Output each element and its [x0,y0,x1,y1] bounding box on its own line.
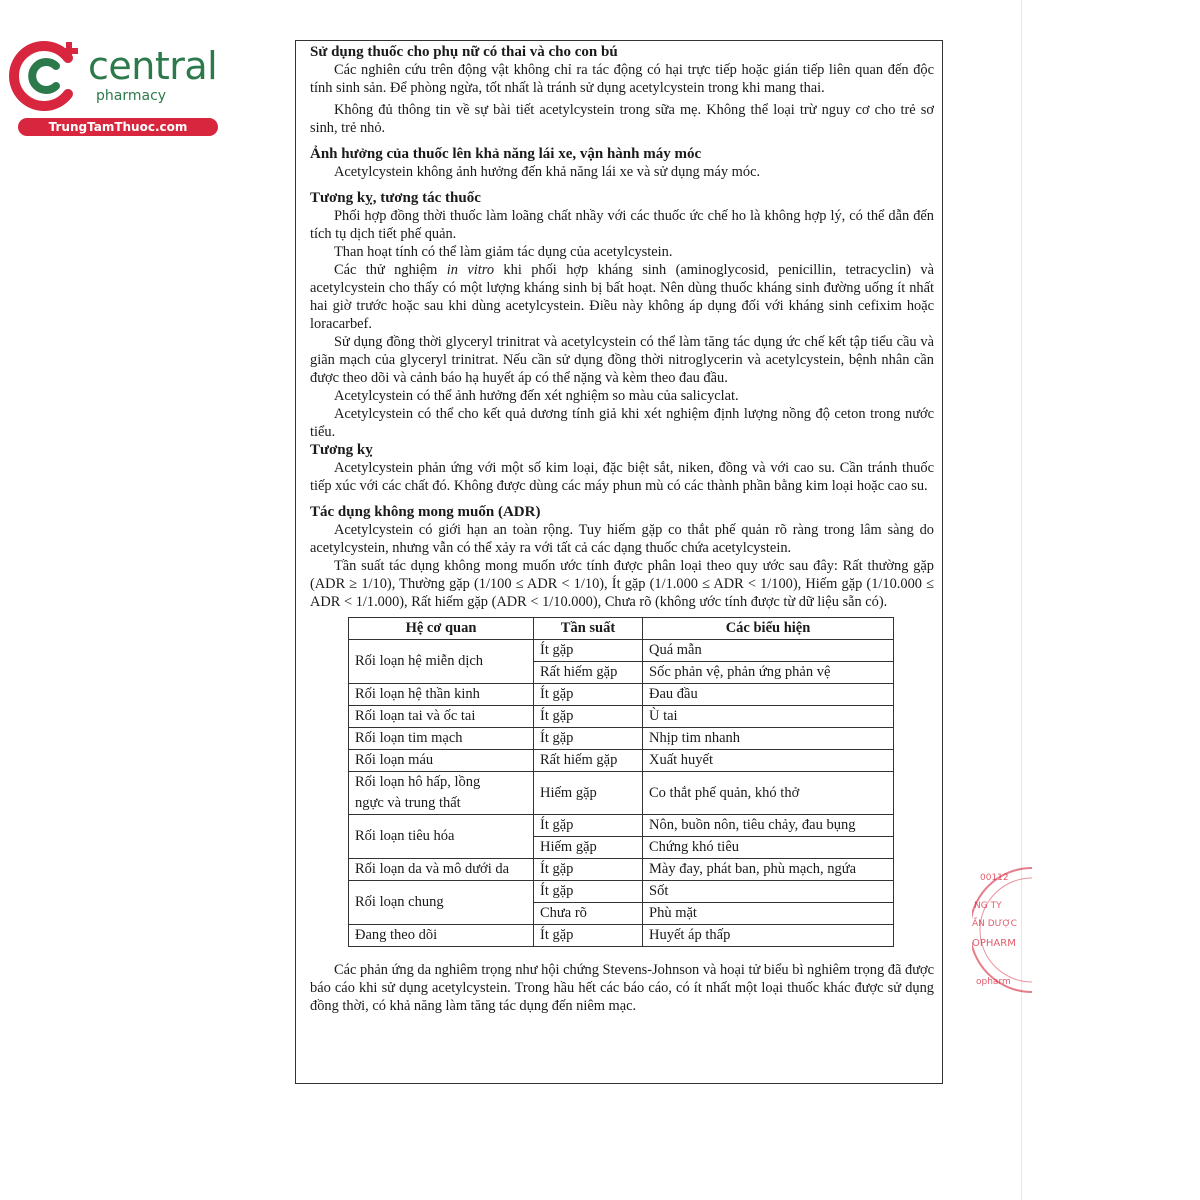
cell-manifestation: Co thắt phế quản, khó thở [643,772,894,815]
para-interactions-2: Than hoạt tính có thể làm giảm tác dụng của acetylcystein. [334,244,673,260]
cell-organ: Rối loạn tiêu hóa [349,815,534,859]
stamp-icon [972,860,1032,1000]
heading-pregnancy: Sử dụng thuốc cho phụ nữ có thai và cho con bú [310,44,618,60]
table-row [349,772,894,815]
stamp-text-3: ẦN DƯỢC [972,919,1017,929]
page-edge-line [1021,0,1022,1200]
cell-frequency: Ít gặp [534,859,643,881]
cell-frequency: Rất hiếm gặp [534,750,643,772]
logo-url[interactable]: TrungTamThuoc.com [18,118,218,136]
cell-organ: Rối loạn chung [349,881,534,925]
table-row [349,706,894,728]
cell-frequency: Ít gặp [534,881,643,903]
stamp-text-1: 00112 [980,873,1009,883]
cell-organ: Rối loạn da và mô dưới da [349,859,534,881]
table-row [349,750,894,772]
th-frequency: Tần suất [534,618,643,640]
cell-organ-line-2: ngực và trung thất [355,795,461,811]
cell-manifestation: Chứng khó tiêu [643,837,894,859]
cell-frequency: Hiếm gặp [534,772,643,815]
cell-manifestation: Nôn, buồn nôn, tiêu chảy, đau bụng [643,815,894,837]
para-interactions-3b: khi phối hợp kháng sinh (aminoglycosid, penicillin, tetracyclin) và acetylcystein cho thấy có một lượng kháng sinh bị bất hoạt. Nên dùng thuốc kháng sinh đường uống ít nhất hai giờ trước hoặc sau khi dùng acetylcystein. Điều này không áp dụng đối với kháng sinh cefixim hoặc loracarbef. [310,262,935,332]
logo-sub-text: pharmacy [96,88,167,104]
cell-organ-line-1: Rối loạn hô hấp, lồng [355,774,481,790]
table-row [349,815,894,837]
cell-organ: Rối loạn hệ thần kinh [349,684,534,706]
para-interactions-1: Phối hợp đồng thời thuốc làm loãng chất nhầy với các thuốc ức chế ho là không hợp lý, có thể dẫn đến tích tụ dịch tiết phế quản. [310,208,934,242]
cell-manifestation: Đau đầu [643,684,894,706]
cell-organ: Rối loạn tim mạch [349,728,534,750]
cell-manifestation: Xuất huyết [643,750,894,772]
para-pregnancy-1: Các nghiên cứu trên động vật không chỉ ra tác động có hại trực tiếp hoặc gián tiếp liên quan đến độc tính sinh sản. Để phòng ngừa, tốt nhất là tránh sử dụng acetylcystein trong khi mang thai. [310,62,934,96]
para-interactions-5: Acetylcystein có thể ảnh hưởng đến xét nghiệm so màu của salicyclat. [334,388,739,404]
brand-logo[interactable] [8,36,218,136]
para-incompatibility-1: Acetylcystein phản ứng với một số kim loại, đặc biệt sắt, niken, đồng và với cao su. Cần tránh thuốc tiếp xúc với các chất đó. Không được dùng các máy phun mù có các thành phần bằng kim loại hoặc cao su. [310,460,934,494]
table-row [349,640,894,662]
stamp-text-5: opharm [976,977,1011,987]
cell-frequency: Ít gặp [534,728,643,750]
para-adr-2: Tần suất tác dụng không mong muốn ước tính được phân loại theo quy ước sau đây: Rất thường gặp (ADR ≥ 1/10), Thường gặp (1/100 ≤ ADR < 1/10), Ít gặp (1/1.000 ≤ ADR < 1/100), Hiếm gặp (1/10.000 ≤ ADR < 1/1.000), Rất hiếm gặp (ADR < 1/10.000), Chưa rõ (không ước tính được từ dữ liệu sẵn có). [310,558,934,610]
cell-frequency: Ít gặp [534,684,643,706]
cell-manifestation: Nhịp tim nhanh [643,728,894,750]
table-row [349,684,894,706]
heading-driving: Ảnh hưởng của thuốc lên khả năng lái xe, vận hành máy móc [310,146,702,162]
cell-frequency: Ít gặp [534,925,643,947]
cell-organ: Rối loạn tai và ốc tai [349,706,534,728]
cell-manifestation: Ù tai [643,706,894,728]
table-row [349,925,894,947]
para-closing: Các phản ứng da nghiêm trọng như hội chứng Stevens-Johnson và hoại tử biểu bì nghiêm trọng đã được báo cáo khi sử dụng acetylcystein. Trong hầu hết các báo cáo, có ít nhất một loại thuốc khác được sử dụng đồng thời, có khả năng làm tăng tác dụng đến niêm mạc. [310,962,934,1014]
stamp-fragment [972,860,1032,1000]
para-driving-1: Acetylcystein không ảnh hưởng đến khả năng lái xe và sử dụng máy móc. [334,164,761,180]
stamp-text-2: NG TY [974,901,1002,911]
para-interactions-6: Acetylcystein có thể cho kết quả dương tính giả khi xét nghiệm định lượng nồng độ ceton trong nước tiểu. [310,406,934,440]
table-row [349,881,894,903]
logo-brand-text: central [88,44,218,88]
para-pregnancy-2: Không đủ thông tin về sự bài tiết acetylcystein trong sữa mẹ. Không thể loại trừ nguy cơ cho trẻ sơ sinh, trẻ nhỏ. [310,102,934,136]
heading-interactions: Tương kỵ, tương tác thuốc [310,190,481,206]
adr-table [348,617,894,947]
stamp-text-4: OPHARM [972,938,1016,949]
cell-frequency: Chưa rõ [534,903,643,925]
cell-organ: Rối loạn hệ miễn dịch [349,640,534,684]
table-header-row [349,618,894,640]
cell-organ [349,772,534,815]
th-organ: Hệ cơ quan [349,618,534,640]
cell-organ: Rối loạn máu [349,750,534,772]
cell-manifestation: Sốc phản vệ, phản ứng phản vệ [643,662,894,684]
document-content [310,41,934,1015]
cell-organ: Đang theo dõi [349,925,534,947]
cell-manifestation: Mày đay, phát ban, phù mạch, ngứa [643,859,894,881]
table-row [349,728,894,750]
cell-frequency: Hiếm gặp [534,837,643,859]
cell-manifestation: Quá mẫn [643,640,894,662]
heading-incompatibility: Tương kỵ [310,442,373,458]
cell-manifestation: Phù mặt [643,903,894,925]
table-row [349,859,894,881]
cell-frequency: Ít gặp [534,815,643,837]
cell-frequency: Ít gặp [534,640,643,662]
heading-adr: Tác dụng không mong muốn (ADR) [310,504,541,520]
para-interactions-3a: Các thử nghiệm [334,262,447,278]
document-page [295,40,943,1084]
cell-frequency: Rất hiếm gặp [534,662,643,684]
para-interactions-4: Sử dụng đồng thời glyceryl trinitrat và acetylcystein có thể làm tăng tác dụng ức chế kết tập tiểu cầu và giãn mạch của glyceryl trinitrat. Nếu cần sử dụng đồng thời nitroglycerin và acetylcystein, bệnh nhân cần được theo dõi và cảnh báo hạ huyết áp có thể nặng và kèm theo đau đầu. [310,334,934,386]
cell-manifestation: Sốt [643,881,894,903]
th-manifestations: Các biểu hiện [643,618,894,640]
para-interactions-3 [310,261,934,333]
cell-manifestation: Huyết áp thấp [643,925,894,947]
para-adr-1: Acetylcystein có giới hạn an toàn rộng. Tuy hiếm gặp co thắt phế quản rõ ràng trong lâm sàng do acetylcystein, nhưng vẫn có thể xảy ra với tất cả các dạng thuốc chứa acetylcystein. [310,522,934,556]
para-interactions-3-italic: in vitro [446,262,495,278]
cell-frequency: Ít gặp [534,706,643,728]
central-logo-icon [8,36,88,116]
